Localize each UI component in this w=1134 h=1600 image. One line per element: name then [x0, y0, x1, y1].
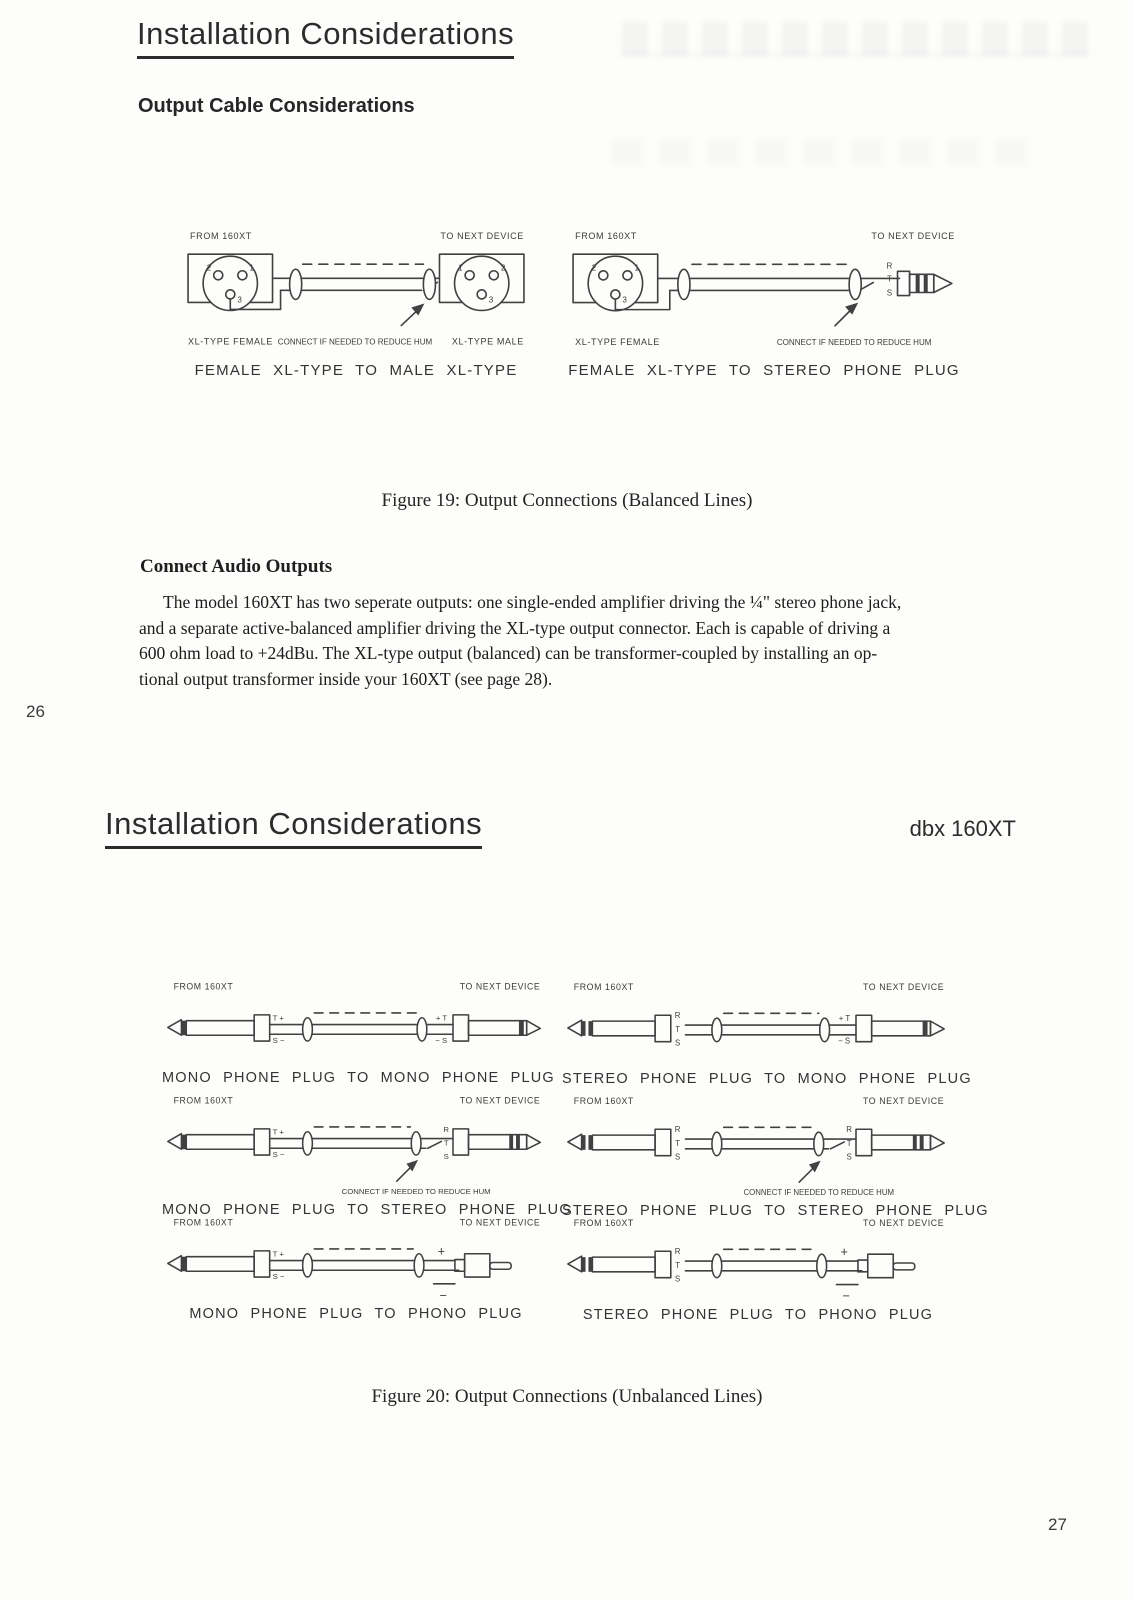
- ring-label: R: [886, 261, 893, 271]
- stereo-to-stereo-drawing: [562, 1092, 954, 1200]
- page-bleed-artifact: [622, 22, 1090, 56]
- page26-subheading: Output Cable Considerations: [138, 95, 415, 117]
- figure-19-caption: Figure 19: Output Connections (Balanced Lines): [381, 490, 753, 511]
- page-bleed-artifact: [612, 138, 1032, 166]
- plus-tip-label: + T: [435, 1013, 448, 1023]
- tip-plus-label: T +: [272, 1249, 284, 1259]
- pin-label: 2: [206, 263, 212, 273]
- diagram-caption: STEREO PHONE PLUG TO PHONO PLUG: [582, 1307, 934, 1324]
- hum-arrow: [401, 303, 424, 325]
- mono-to-stereo-drawing: [162, 1092, 550, 1199]
- connector-label: XL-TYPE MALE: [451, 336, 524, 347]
- from-label: FROM 160XT: [173, 1095, 234, 1106]
- pin-label: 3: [237, 295, 242, 305]
- sleeve-label: S: [846, 1152, 852, 1162]
- from-label: FROM 160XT: [573, 1217, 634, 1228]
- ring-label: R: [846, 1125, 852, 1135]
- hum-note: CONNECT IF NEEDED TO REDUCE HUM: [776, 337, 932, 347]
- xlr-to-xlr-drawing: [180, 226, 532, 359]
- ring-label: R: [674, 1247, 681, 1257]
- to-label: TO NEXT DEVICE: [862, 981, 945, 992]
- stereo-phone-plug: [453, 1129, 540, 1155]
- pin-label: 1: [458, 263, 463, 273]
- mono-phone-plug: [856, 1015, 944, 1041]
- from-label: FROM 160XT: [573, 1095, 634, 1106]
- body-line: 600 ohm load to +24dBu. The XL-type output (balanced) can be transformer-coupled by installing an op-: [139, 643, 878, 663]
- to-label: TO NEXT DEVICE: [871, 231, 955, 242]
- connector-label: XL-TYPE FEMALE: [188, 336, 273, 347]
- body-paragraph: [139, 590, 1024, 692]
- diagram-caption: STEREO PHONE PLUG TO MONO PHONE PLUG: [562, 1071, 972, 1088]
- page27-heading: Installation Considerations: [105, 806, 482, 849]
- diagram-caption: FEMALE XL-TYPE TO STEREO PHONE PLUG: [568, 362, 960, 379]
- xlr-male-connector: [439, 254, 523, 310]
- hum-arrow: [835, 303, 858, 326]
- body-line: The model 160XT has two seperate outputs: one single-ended amplifier driving the ¼" stereo phone jack,: [163, 592, 902, 612]
- sleeve-label: S: [675, 1274, 681, 1284]
- sleeve-label: S: [886, 288, 893, 298]
- stereo-to-mono-drawing: [562, 978, 954, 1068]
- tip-label: T: [675, 1024, 681, 1034]
- plus-label: +: [437, 1244, 446, 1259]
- diagram-stereo-to-mono: [562, 978, 972, 1088]
- page-number-26: 26: [26, 702, 45, 721]
- body-line: and a separate active-balanced amplifier driving the XL-type output connector. Each is capable of driving a: [139, 617, 891, 638]
- figure-20-caption: Figure 20: Output Connections (Unbalanced Lines): [371, 1386, 763, 1407]
- hum-arrow: [397, 1160, 418, 1181]
- tip-label: T: [886, 274, 892, 284]
- mono-to-phono-drawing: [162, 1214, 550, 1303]
- phono-plug: [434, 1254, 512, 1284]
- cable-shielded-pair: [685, 1249, 861, 1277]
- tip-label: T: [443, 1138, 449, 1148]
- diagram-caption: MONO PHONE PLUG TO MONO PHONE PLUG: [162, 1070, 555, 1087]
- page26-heading: Installation Considerations: [137, 16, 514, 59]
- minus-label: −: [842, 1288, 850, 1304]
- pin-label: 2: [591, 263, 597, 273]
- page-number-27: 27: [1048, 1515, 1067, 1534]
- cable-shielded-pair: [685, 1127, 856, 1155]
- hum-note: CONNECT IF NEEDED TO REDUCE HUM: [743, 1187, 895, 1197]
- tip-label: T: [675, 1260, 681, 1270]
- pin-label: 3: [488, 295, 494, 305]
- diagram-caption: MONO PHONE PLUG TO PHONO PLUG: [189, 1306, 523, 1323]
- stereo-phone-plug: [568, 1251, 671, 1277]
- plus-tip-label: + T: [838, 1014, 851, 1024]
- to-label: TO NEXT DEVICE: [459, 1217, 541, 1228]
- phono-plug: [836, 1254, 914, 1284]
- diagram-caption: FEMALE XL-TYPE TO MALE XL-TYPE: [194, 361, 518, 379]
- mono-to-mono-drawing: [162, 978, 550, 1067]
- tip-label: T: [846, 1138, 852, 1148]
- section-title: Connect Audio Outputs: [140, 556, 333, 577]
- hum-arrow: [799, 1161, 821, 1183]
- hum-note: CONNECT IF NEEDED TO REDUCE HUM: [277, 337, 433, 347]
- cable-shielded-pair: [685, 1013, 856, 1041]
- to-label: TO NEXT DEVICE: [440, 231, 524, 242]
- mono-phone-plug: [168, 1251, 270, 1277]
- plus-label: +: [840, 1244, 848, 1260]
- tip-label: T: [675, 1138, 681, 1148]
- diagram-caption: MONO PHONE PLUG TO STEREO PHONE PLUG: [162, 1201, 572, 1218]
- ring-label: R: [443, 1124, 450, 1134]
- from-label: FROM 160XT: [173, 1217, 234, 1228]
- body-line: tional output transformer inside your 160XT (see page 28).: [139, 668, 553, 689]
- diagram-caption: STEREO PHONE PLUG TO STEREO PHONE PLUG: [562, 1202, 989, 1219]
- to-label: TO NEXT DEVICE: [459, 1095, 541, 1106]
- stereo-to-phono-drawing: [562, 1214, 954, 1304]
- sleeve-minus-label: S −: [272, 1271, 285, 1281]
- minus-sleeve-label: − S: [435, 1035, 448, 1045]
- stereo-phone-plug: [568, 1129, 671, 1155]
- to-label: TO NEXT DEVICE: [459, 981, 541, 992]
- pin-label: 3: [622, 295, 627, 305]
- cable-shielded-pair: [270, 1124, 453, 1155]
- sleeve-minus-label: S −: [272, 1035, 285, 1045]
- mono-phone-plug: [168, 1129, 270, 1155]
- mono-phone-plug: [168, 1015, 270, 1041]
- pin-label: 1: [634, 263, 640, 273]
- diagram-mono-to-mono: [162, 978, 555, 1087]
- tip-plus-label: T +: [272, 1013, 284, 1023]
- xlr-to-phone-drawing: [565, 226, 963, 359]
- sleeve-label: S: [443, 1151, 449, 1161]
- diagram-stereo-to-phono: [562, 1214, 954, 1323]
- cable-shielded-pair: [270, 1249, 459, 1277]
- stereo-phone-plug: [568, 1015, 671, 1041]
- diagram-mono-to-stereo: [162, 1092, 572, 1218]
- diagram-mono-to-phono: [162, 1214, 550, 1322]
- stereo-phone-plug: [856, 1129, 944, 1155]
- pin-label: 1: [249, 263, 254, 273]
- from-label: FROM 160XT: [575, 231, 637, 242]
- tip-plus-label: T +: [272, 1127, 284, 1137]
- mono-phone-plug: [453, 1015, 540, 1041]
- from-label: FROM 160XT: [190, 231, 252, 242]
- to-label: TO NEXT DEVICE: [862, 1095, 945, 1106]
- connector-label: XL-TYPE FEMALE: [575, 336, 660, 347]
- ring-label: R: [674, 1125, 681, 1135]
- cable-shielded-pair: [270, 1013, 453, 1041]
- stereo-phone-plug: [887, 261, 952, 297]
- diagram-xlr-female-to-stereo-phone: [565, 226, 963, 379]
- minus-label: −: [439, 1288, 447, 1303]
- diagram-stereo-to-stereo: [562, 1092, 989, 1219]
- sleeve-label: S: [675, 1038, 681, 1048]
- sleeve-minus-label: S −: [272, 1149, 285, 1159]
- sleeve-label: S: [675, 1152, 681, 1162]
- to-label: TO NEXT DEVICE: [862, 1217, 945, 1228]
- model-label: dbx 160XT: [909, 816, 1016, 841]
- pin-label: 2: [500, 263, 506, 273]
- from-label: FROM 160XT: [173, 981, 234, 992]
- from-label: FROM 160XT: [573, 981, 634, 992]
- minus-sleeve-label: − S: [838, 1036, 851, 1046]
- ring-label: R: [674, 1011, 681, 1021]
- hum-note: CONNECT IF NEEDED TO REDUCE HUM: [341, 1186, 491, 1196]
- diagram-xlr-female-to-xlr-male: [180, 226, 532, 379]
